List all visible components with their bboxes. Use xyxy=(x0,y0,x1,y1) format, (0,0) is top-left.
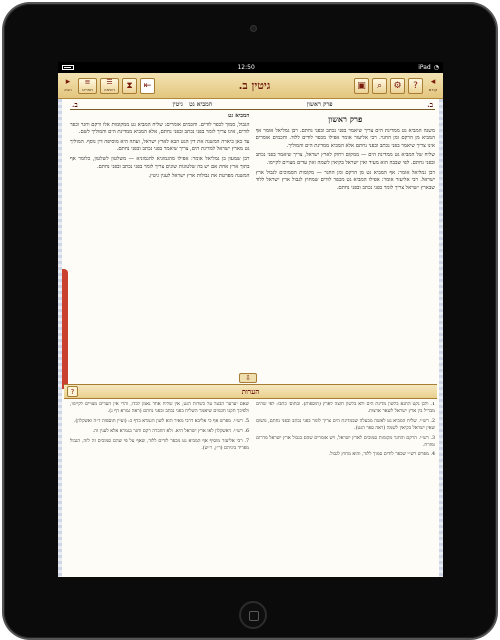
chapter-heading: פרק ראשון xyxy=(328,114,363,124)
column-heading: המביא גט xyxy=(228,113,250,119)
side-drawer-tab[interactable] xyxy=(62,269,68,389)
notes-help-button[interactable]: ? xyxy=(67,386,78,397)
note-item: 4. מפרש רש״י שכפר לודים סמוך ללוד, והוא מחוץ לגבול. xyxy=(328,452,435,458)
text-column-left xyxy=(70,113,250,367)
camera-icon xyxy=(250,25,257,32)
briefcase-icon: ▣ xyxy=(357,80,366,91)
note-item: 5. רש״י. מפרש אף כי אליבא דרבי מאיר הוא לשון הגמרא בדף ב: (ועיין תוספות ד״ה ואשקלון). xyxy=(73,418,249,424)
search-icon: ⌕ xyxy=(376,80,383,91)
text-column-right xyxy=(256,113,436,367)
settings-button[interactable] xyxy=(390,78,405,94)
page-edge-right xyxy=(439,99,443,577)
commentary-paragraph: רבן שמעון בן גמליאל אומר: אפילו מהגמוניא להגמוניא — משלטון לשלטון, כלומר אף בתוך ארץ אחת אם יש בה שלטונות שונים צריך לומר בפני נכתב ובפני נחתם. xyxy=(70,155,250,170)
note-item: 1. ולכן נקט התנא בלשון מדינת הים ולא בלשון חוצה לארץ (תוספות). ובתוס׳ כתבו: לפי שהים מבדיל בין ארץ ישראל לשאר ארצות. xyxy=(256,402,435,414)
notes-column-right xyxy=(256,402,435,574)
gear-icon: ⚙ xyxy=(393,80,402,91)
list-button[interactable]: ☰ רשימה xyxy=(100,78,119,94)
menu-button[interactable]: ≡ תפריט xyxy=(78,78,97,94)
commentary-paragraph: רבן גמליאל אומר: אף המביא גט מן הרקם ומן החגר — מקומות הסמוכים לגבול ארץ ישראל. רבי אליעזר אומר: אפילו המביא גט מכפר לודים שמחוץ לגבול ארץ ישראל ללוד שבארץ ישראל צריך לומר בפני נכתב ובפני נחתם. xyxy=(255,169,435,191)
commentary-paragraph: עד כאן ביארה המשנה את דין הגט הבא לארץ ישראל, ועתה היא מוסיפה דין נוסף. המוליך גט מארץ ישראל למדינת הים, צריך שיאמר בפני נכתב ובפני נחתם. xyxy=(70,138,250,153)
note-item: 7. רבי אליעזר מוסיף אף המביא גט מכפר לודים ללוד, שאף על פי שהם סמוכים זה לזה, הגבול מפריד ביניהם (ר״ן, ר״ש). xyxy=(70,438,249,451)
commentary-paragraph: שליח של המביא גט ממדינת הים — ממקום רחוק לארץ ישראל, צריך שיאמר בפני נכתב ובפני נחתם. לפי שבבה הוא מעיד ואין ישראל בקיאין לשמה ואין עדים מצויים לקיימו. xyxy=(255,152,435,166)
notes-title: הערות xyxy=(241,387,260,396)
collapse-notes-button[interactable] xyxy=(239,373,257,383)
back-arrow-icon: ⇤ xyxy=(143,80,152,91)
next-page-button[interactable]: ◂ קודם xyxy=(428,76,438,92)
status-bar xyxy=(58,62,443,73)
list-icon: ☰ xyxy=(106,77,113,86)
page-title: גיטין ב. xyxy=(238,79,271,92)
notes-column-left xyxy=(70,402,249,574)
notes-pane[interactable] xyxy=(70,402,435,574)
search-button[interactable] xyxy=(372,78,387,94)
app-screen xyxy=(58,62,443,577)
status-time: 12:50 xyxy=(237,64,255,71)
commentary-paragraph: המשנה מפרטת את גבולות ארץ ישראל לענין גיטין. xyxy=(148,173,250,180)
wifi-icon: ◔ xyxy=(433,64,439,71)
carrier-label: iPad xyxy=(418,64,431,71)
chapter-name: פרק ראשון xyxy=(306,100,333,108)
tractate-title: המביא גט גיטין xyxy=(172,100,213,108)
page-number: ב. xyxy=(427,99,433,109)
notes-header xyxy=(64,384,437,399)
battery-icon xyxy=(62,65,74,70)
hourglass-icon: ⧗ xyxy=(126,80,133,91)
talmud-text-pane[interactable] xyxy=(70,99,435,371)
toolbar xyxy=(58,73,443,99)
menu-icon: ≡ xyxy=(84,77,91,86)
prev-page-button[interactable]: ▸ הבא xyxy=(64,76,72,92)
arrow-down-icon: ⇩ xyxy=(245,374,251,382)
page-header xyxy=(70,99,435,110)
note-item: שאם יערער הבעל על כשרות הגט, אין שליח אחד נאמן לבדו, והרי אין העדים מצויים לקיימו, ולפיכך תקנו חכמים שיאמר השליח בפני נכתב ובפני נחתם (ראה גמרא דף ג). xyxy=(70,402,249,414)
page-number-left: ב. xyxy=(72,99,78,109)
arrow-right-icon: ◂ xyxy=(430,76,436,87)
note-item: 3. רש״י. הרקם והחגר מקומות סמוכים לארץ ישראל, ויש אומרים שהם בגבול ארץ ישראל מדרום ומזרח. xyxy=(256,435,435,448)
help-button[interactable]: ? xyxy=(408,78,423,94)
note-item: 2. רש״י. שליח המביא גט לאשה מבעלה שבמדינת הים צריך לומר בפני נכתב ובפני נחתם, משום שאין ישראל בקיאין לשמה (ראה ספר הגט). xyxy=(256,418,435,431)
bookmarks-button[interactable] xyxy=(354,78,369,94)
back-button[interactable] xyxy=(140,78,155,94)
note-item: 6. רש״י. דאשקלון לאו ארץ ישראל היא. ולא הוזכרה רקם וחגר בגמרא אלא לענין זה. xyxy=(92,428,249,434)
arrow-left-icon: ▸ xyxy=(65,76,71,87)
hourglass-button[interactable] xyxy=(122,78,137,94)
commentary-paragraph: הגבול, סמוך לכפר לודים. וחכמים אומרים: שליח המביא גט ממקומות אלו ורקם וחגר וכפר לודים, אינו צריך לומר בפני נכתב ובפני נחתם, אלא המביא ממדינת הים והמוליך לשם. xyxy=(70,121,250,136)
reader-main xyxy=(58,99,443,577)
mishna-paragraph: משנה המביא גט ממדינת הים צריך שיאמר בפני נכתב ובפני נחתם. רבן גמליאל אומר אף המביא מן הרקם ומן החגר. רבי אליעזר אומר אפילו מכפר לודים ללוד. וחכמים אומרים אינו צריך שיאמר בפני נכתב ובפני נחתם אלא המביא ממדינת הים והמוליך. xyxy=(255,127,435,149)
home-button[interactable] xyxy=(239,601,267,629)
